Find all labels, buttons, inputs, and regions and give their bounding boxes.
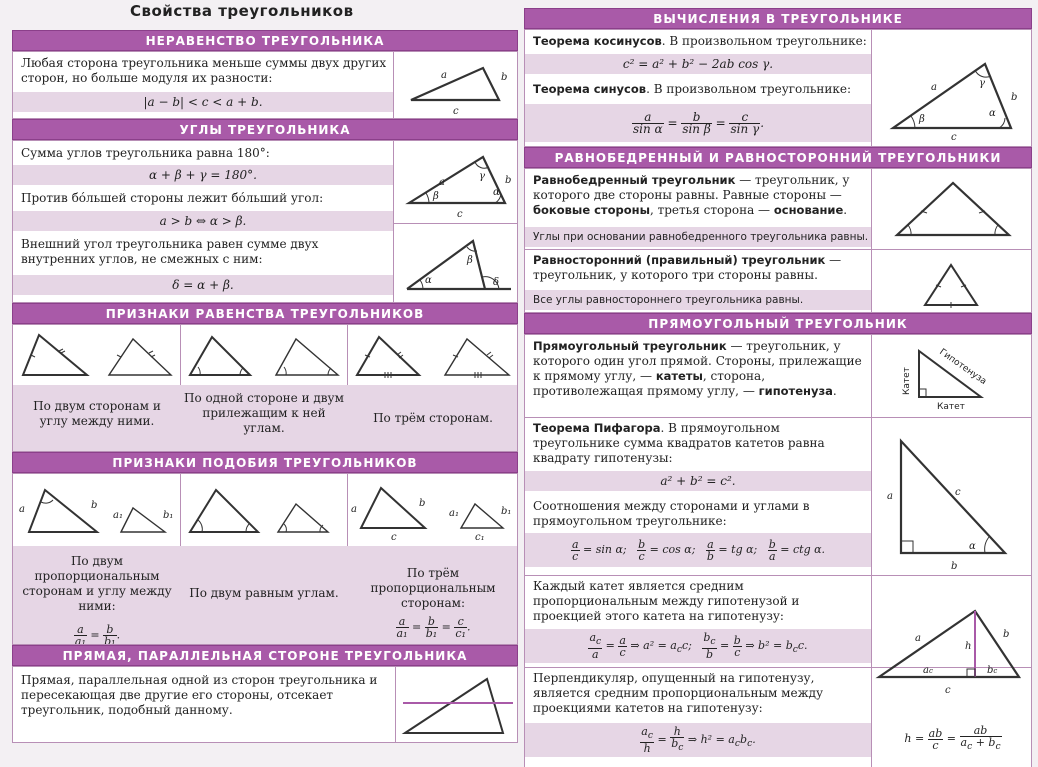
svg-text:h: h [965, 641, 972, 652]
svg-text:a: a [439, 177, 445, 188]
cos-theorem-text: Теорема косинусов. В произвольном треугольнике: [533, 34, 867, 48]
svg-text:b: b [951, 561, 958, 572]
svg-text:b: b [501, 72, 508, 83]
svg-text:α: α [989, 108, 996, 119]
equality-sas-figure [17, 329, 177, 381]
isosceles-figure [881, 175, 1029, 245]
angles-exterior-text: Внешний угол треугольника равен сумме двух внутренних углов, не смежных с ним: [21, 237, 319, 266]
section-similarity [12, 473, 518, 645]
section-angles [12, 140, 518, 303]
svg-text:a₁: a₁ [449, 508, 459, 519]
section-header-right: ПРЯМОУГОЛЬНЫЙ ТРЕУГОЛЬНИК [524, 313, 1032, 334]
svg-text:c: c [391, 532, 397, 542]
similarity-sss-figure [351, 478, 515, 542]
perpendicular-formula: $\frac{a_c}{h}$ = $\frac{h}{b_c}$ ⇒ $h^2 = a_cb_c$. [525, 723, 871, 757]
svg-text:c: c [453, 106, 459, 116]
svg-text:c₁: c₁ [475, 532, 485, 542]
section-inequality [12, 51, 518, 119]
equality-sss-caption: По трём сторонам. [373, 411, 493, 425]
angles-triangle-figure [399, 145, 515, 221]
section-header-angles: УГЛЫ ТРЕУГОЛЬНИКА [12, 119, 518, 140]
angles-exterior-formula: δ = α + β. [13, 275, 393, 295]
parallel-line-figure [399, 671, 515, 741]
parallel-text: Прямая, параллельная одной из сторон треугольника и пересекающая две другие его стороны, отсекает треугольник, подобный данному. [21, 673, 378, 717]
section-header-calc: ВЫЧИСЛЕНИЯ В ТРЕУГОЛЬНИКЕ [524, 8, 1032, 29]
svg-text:γ: γ [479, 171, 485, 182]
inequality-triangle-figure [401, 56, 513, 116]
svg-text:b₁: b₁ [163, 510, 174, 521]
right-column [524, 8, 1032, 767]
mean-proportional-formulas: $\frac{a_c}{a}$ = $\frac{a}{c}$ ⇒ $a^2 = a_cc$; $\frac{b_c}{b}$ = $\frac{b}{c}$ ⇒ $b^2 = b_cc$. [525, 629, 871, 663]
svg-text:a: a [931, 82, 937, 93]
svg-text:ac: ac [923, 665, 933, 676]
section-calc [524, 29, 1032, 147]
sin-theorem-text: Теорема синусов. В произвольном треугольнике: [533, 82, 852, 96]
label-kat1: Катет [902, 367, 912, 395]
similarity-sas-caption: По двум пропорциональным сторонам и углу между ними: [22, 554, 172, 613]
right-triangle-definition: Прямоугольный треугольник — треугольник, у которого один угол прямой. Стороны, прилежащие к прямому углу, — катеты, сторона, противолежащая прямому углу, — гипотенуза. [533, 339, 862, 398]
svg-text:b: b [419, 498, 426, 509]
isosceles-definition: Равнобедренный треугольник — треугольник, у которого две стороны равны. Равные стороны — боковые стороны, третья сторона — основание. [533, 173, 850, 217]
cos-theorem-title: Теорема косинусов [533, 34, 662, 48]
section-header-inequality: НЕРАВЕНСТВО ТРЕУГОЛЬНИКА [12, 30, 518, 51]
label-hyp: Гипотенуза [937, 347, 989, 388]
section-header-equality: ПРИЗНАКИ РАВЕНСТВА ТРЕУГОЛЬНИКОВ [12, 303, 518, 324]
equilateral-figure [915, 257, 995, 311]
section-header-parallel: ПРЯМАЯ, ПАРАЛЛЕЛЬНАЯ СТОРОНЕ ТРЕУГОЛЬНИКА [12, 645, 518, 666]
svg-text:α: α [425, 275, 432, 286]
svg-text:β: β [919, 114, 925, 125]
svg-text:α: α [969, 541, 976, 552]
svg-text:a: a [19, 504, 25, 515]
svg-text:δ: δ [493, 277, 500, 288]
svg-text:a₁: a₁ [113, 510, 123, 521]
section-header-similarity: ПРИЗНАКИ ПОДОБИЯ ТРЕУГОЛЬНИКОВ [12, 452, 518, 473]
equality-asa-figure [184, 329, 344, 381]
isosceles-note: Углы при основании равнобедренного треугольника равны. [525, 227, 871, 247]
pythagoras-figure [881, 425, 1029, 573]
perpendicular-text: Перпендикуляр, опущенный на гипотенузу, является средним пропорциональным между проекциями катетов на гипотенузу: [533, 671, 824, 715]
svg-text:a: a [915, 633, 921, 644]
svg-text:a: a [887, 491, 893, 502]
angles-larger-formula: a > b ⇔ α > β. [13, 211, 393, 231]
section-equality [12, 324, 518, 452]
similarity-aa-figure [184, 478, 344, 542]
section-header-iso: РАВНОБЕДРЕННЫЙ И РАВНОСТОРОННИЙ ТРЕУГОЛЬНИКИ [524, 147, 1032, 168]
svg-text:b₁: b₁ [501, 506, 512, 517]
label-kat2: Катет [937, 402, 965, 412]
svg-text:γ: γ [979, 78, 985, 89]
right-triangle-labels-figure [899, 339, 1029, 413]
equilateral-note: Все углы равностороннего треугольника равны. [525, 290, 871, 310]
svg-text:b: b [505, 175, 512, 186]
svg-text:c: c [457, 209, 463, 220]
inequality-text: Любая сторона треугольника меньше суммы двух других сторон, но больше модуля их разности: [21, 56, 387, 85]
equilateral-definition: Равносторонний (правильный) треугольник — треугольник, у которого три стороны равны. [533, 253, 842, 282]
svg-text:c: c [955, 487, 961, 498]
calc-triangle-figure [881, 40, 1029, 140]
height-figure [875, 601, 1031, 697]
sin-theorem-formula: $\frac{a}{\text{sin α}}$ = $\frac{b}{\text{sin β}}$ = $\frac{c}{\text{sin γ}}$ . [525, 104, 871, 142]
similarity-sss-formula: $\frac{a}{\text{a₁}}$ = $\frac{b}{\text{b₁}}$ = $\frac{c}{\text{c₁}}$ . [396, 615, 471, 640]
mean-proportional-text: Каждый катет является средним пропорциональным между гипотенузой и проекцией этого катета на гипотенузу: [533, 579, 800, 623]
svg-text:b: b [91, 500, 98, 511]
svg-text:b: b [1011, 92, 1018, 103]
height-formula: h = $\frac{ab}{c}$ = $\frac{ab}{a_c + b_c}$ [904, 724, 1001, 753]
ratio-formulas: $\frac{a}{c}$ = sin α; $\frac{b}{c}$ = cos α; $\frac{a}{b}$ = tg α; $\frac{b}{a}$ = ctg α. [525, 533, 871, 567]
svg-text:bc: bc [987, 665, 998, 676]
section-iso [524, 168, 1032, 313]
svg-text:β: β [467, 255, 473, 266]
cos-theorem-formula: c² = a² + b² − 2ab cos γ. [525, 54, 871, 74]
similarity-aa-caption: По двум равным углам. [189, 586, 339, 600]
equality-sss-figure [351, 329, 515, 381]
sin-theorem-title: Теорема синусов [533, 82, 647, 96]
equality-asa-caption: По одной стороне и двум прилежащим к ней углам. [184, 391, 344, 435]
pythagoras-formula: a² + b² = c². [525, 471, 871, 491]
angles-sum-text: Сумма углов треугольника равна 180°: [21, 146, 270, 160]
section-parallel [12, 666, 518, 743]
pythagoras-text: Теорема Пифагора. В прямоугольном треугольнике сумма квадратов катетов равна квадрату гипотенузы: [533, 421, 825, 465]
section-right-triangle [524, 334, 1032, 767]
similarity-sas-figure [15, 478, 179, 542]
inequality-formula: |a − b| < c < a + b. [13, 92, 393, 112]
angles-larger-text: Против бóльшей стороны лежит бóльший угол: [21, 191, 324, 205]
equality-sas-caption: По двум сторонам и углу между ними. [33, 399, 161, 428]
angles-sum-formula: α + β + γ = 180°. [13, 165, 393, 185]
svg-text:β: β [433, 191, 439, 202]
similarity-sas-formula: $\frac{a}{\text{a₁}}$ = $\frac{b}{\text{b₁}}$ . [74, 623, 121, 645]
svg-text:c: c [945, 685, 951, 696]
svg-text:b: b [1003, 629, 1010, 640]
svg-text:a: a [441, 70, 447, 81]
page-title: Свойства треугольников [130, 2, 354, 20]
ratio-text: Соотношения между сторонами и углами в прямоугольном треугольнике: [533, 499, 810, 528]
svg-text:α: α [493, 187, 500, 198]
svg-text:c: c [951, 132, 957, 140]
svg-text:a: a [351, 504, 357, 515]
similarity-sss-caption: По трём пропорциональным сторонам: [370, 566, 496, 610]
exterior-angle-figure [399, 227, 515, 301]
left-column [12, 30, 518, 743]
